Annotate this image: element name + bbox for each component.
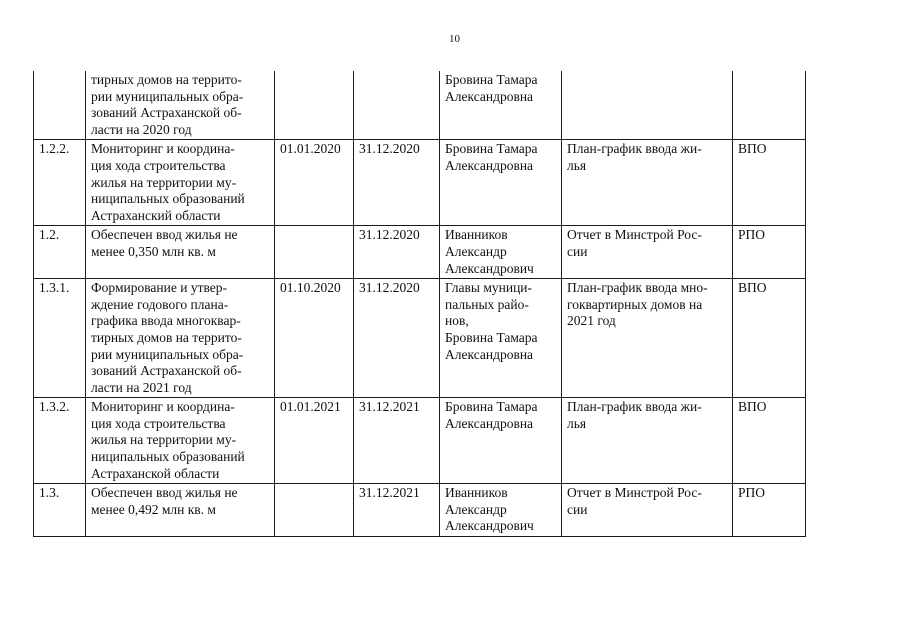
control-level: ВПО <box>733 398 806 484</box>
responsible-person: Иванников Александр Александрович <box>440 484 562 537</box>
responsible-person: Бровина Тамара Александровна <box>440 71 562 140</box>
end-date: 31.12.2021 <box>354 484 440 537</box>
item-number: 1.3.2. <box>34 398 86 484</box>
plan-table <box>33 71 806 537</box>
page-number: 10 <box>449 33 460 45</box>
control-level: ВПО <box>733 140 806 226</box>
result-document: План-график ввода жи- лья <box>562 140 733 226</box>
event-description: Мониторинг и координа- ция хода строительства жилья на территории му- ниципальных образований Астраханской области <box>86 398 275 484</box>
responsible-person: Бровина Тамара Александровна <box>440 140 562 226</box>
result-document: Отчет в Минстрой Рос- сии <box>562 484 733 537</box>
item-number: 1.3. <box>34 484 86 537</box>
start-date <box>275 484 354 537</box>
control-level: РПО <box>733 226 806 279</box>
table-row <box>34 279 806 398</box>
result-document: План-график ввода жи- лья <box>562 398 733 484</box>
event-description: Обеспечен ввод жилья не менее 0,350 млн кв. м <box>86 226 275 279</box>
event-description: Формирование и утвер- ждение годового плана- графика ввода многоквар- тирных домов на террито- рии муниципальных обра- зований Астраханской об- ласти на 2021 год <box>86 279 275 398</box>
result-document: Отчет в Минстрой Рос- сии <box>562 226 733 279</box>
table-row <box>34 484 806 537</box>
table-row <box>34 398 806 484</box>
start-date <box>275 226 354 279</box>
end-date: 31.12.2020 <box>354 140 440 226</box>
start-date: 01.01.2021 <box>275 398 354 484</box>
start-date: 01.10.2020 <box>275 279 354 398</box>
end-date <box>354 71 440 140</box>
result-document: План-график ввода мно- гоквартирных домов на 2021 год <box>562 279 733 398</box>
end-date: 31.12.2021 <box>354 398 440 484</box>
end-date: 31.12.2020 <box>354 279 440 398</box>
table-row <box>34 226 806 279</box>
event-description: тирных домов на террито- рии муниципальных обра- зований Астраханской об- ласти на 2020 год <box>86 71 275 140</box>
item-number <box>34 71 86 140</box>
result-document <box>562 71 733 140</box>
start-date: 01.01.2020 <box>275 140 354 226</box>
control-level <box>733 71 806 140</box>
control-level: РПО <box>733 484 806 537</box>
item-number: 1.2.2. <box>34 140 86 226</box>
responsible-person: Бровина Тамара Александровна <box>440 398 562 484</box>
item-number: 1.3.1. <box>34 279 86 398</box>
event-description: Мониторинг и координа- ция хода строительства жилья на территории му- ниципальных образований Астраханский области <box>86 140 275 226</box>
control-level: ВПО <box>733 279 806 398</box>
responsible-person: Иванников Александр Александрович <box>440 226 562 279</box>
table-row <box>34 140 806 226</box>
responsible-person: Главы муници- пальных райо- нов, Бровина Тамара Александровна <box>440 279 562 398</box>
start-date <box>275 71 354 140</box>
table-row <box>34 71 806 140</box>
item-number: 1.2. <box>34 226 86 279</box>
event-description: Обеспечен ввод жилья не менее 0,492 млн кв. м <box>86 484 275 537</box>
end-date: 31.12.2020 <box>354 226 440 279</box>
